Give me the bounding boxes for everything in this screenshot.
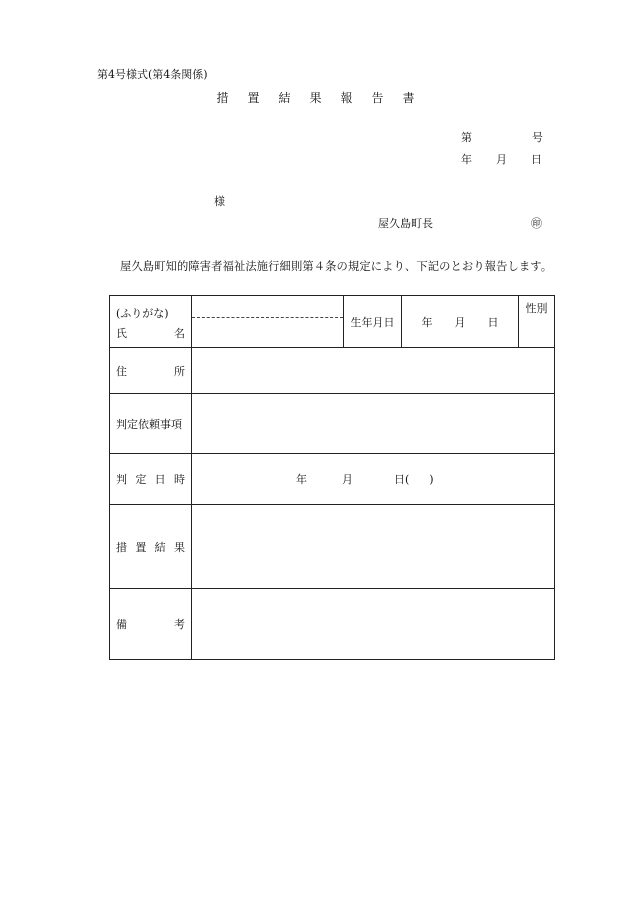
year-label: 年 xyxy=(296,473,307,486)
name-input-cell[interactable] xyxy=(192,296,344,348)
address-row xyxy=(110,348,555,394)
title-char: 書 xyxy=(402,91,415,105)
judge-date-char: 定 xyxy=(135,473,147,486)
title-char: 果 xyxy=(309,91,322,105)
judge-date-char: 判 xyxy=(116,473,127,486)
request-row xyxy=(110,394,555,454)
title-char: 結 xyxy=(278,91,291,105)
address-label-char: 住 xyxy=(116,364,127,378)
form-number: 第4号様式(第4条関係) xyxy=(97,68,208,81)
issue-date xyxy=(461,151,542,167)
year-label: 年 xyxy=(461,153,472,166)
day-label: 日( xyxy=(394,473,410,486)
doc-number-suffix: 号 xyxy=(532,131,543,144)
result-label-char: 置 xyxy=(135,540,147,554)
addressee-suffix: 様 xyxy=(214,195,225,208)
result-label-char: 結 xyxy=(154,540,166,554)
title-char: 報 xyxy=(340,91,353,105)
intro-text: 屋久島町知的障害者福祉法施行細則第４条の規定により、下記のとおり報告します。 xyxy=(120,260,553,273)
result-field[interactable] xyxy=(192,505,555,589)
furigana-divider xyxy=(192,317,343,318)
remarks-label-char: 備 xyxy=(116,618,127,631)
judge-date-row xyxy=(110,454,555,505)
day-label: 日 xyxy=(531,153,542,166)
title-char: 置 xyxy=(247,91,260,105)
birth-date-field[interactable] xyxy=(402,296,519,348)
gender-label: 性別 xyxy=(525,302,548,315)
request-label: 判定依頼事項 xyxy=(110,394,192,454)
address-field[interactable] xyxy=(192,348,555,394)
year-label: 年 xyxy=(421,315,433,329)
doc-number-prefix: 第 xyxy=(461,131,472,144)
seal-mark: ㊞ xyxy=(531,217,542,230)
close-paren: ) xyxy=(429,473,434,486)
month-label: 月 xyxy=(454,315,466,329)
title-char: 措 xyxy=(216,91,229,105)
judge-date-label xyxy=(110,454,192,505)
day-label: 日 xyxy=(487,315,499,329)
month-label: 月 xyxy=(342,473,353,486)
result-label-char: 果 xyxy=(173,540,185,554)
judge-date-char: 時 xyxy=(173,473,185,486)
name-label-char: 氏 xyxy=(116,327,127,340)
request-field[interactable] xyxy=(192,394,555,454)
name-row xyxy=(110,296,555,348)
result-label xyxy=(110,505,192,589)
remarks-field[interactable] xyxy=(192,589,555,660)
title-char: 告 xyxy=(371,91,384,105)
sender-name: 屋久島町長 xyxy=(378,217,433,230)
report-table xyxy=(109,295,555,660)
remarks-label-char: 考 xyxy=(174,618,185,631)
month-label: 月 xyxy=(496,153,507,166)
judge-date-field[interactable] xyxy=(192,454,555,505)
name-label-char: 名 xyxy=(174,327,185,340)
remarks-row xyxy=(110,589,555,660)
name-label-cell xyxy=(110,296,192,348)
result-label-char: 措 xyxy=(116,540,127,554)
furigana-label: (ふりがな) xyxy=(116,307,169,320)
result-row xyxy=(110,505,555,589)
gender-cell[interactable] xyxy=(519,296,555,348)
name-label xyxy=(116,325,185,341)
address-label-char: 所 xyxy=(174,364,185,378)
address-label xyxy=(110,348,192,394)
remarks-label xyxy=(110,589,192,660)
birth-date-label: 生年月日 xyxy=(344,296,402,348)
document-title xyxy=(0,89,630,106)
judge-date-char: 日 xyxy=(154,473,166,486)
